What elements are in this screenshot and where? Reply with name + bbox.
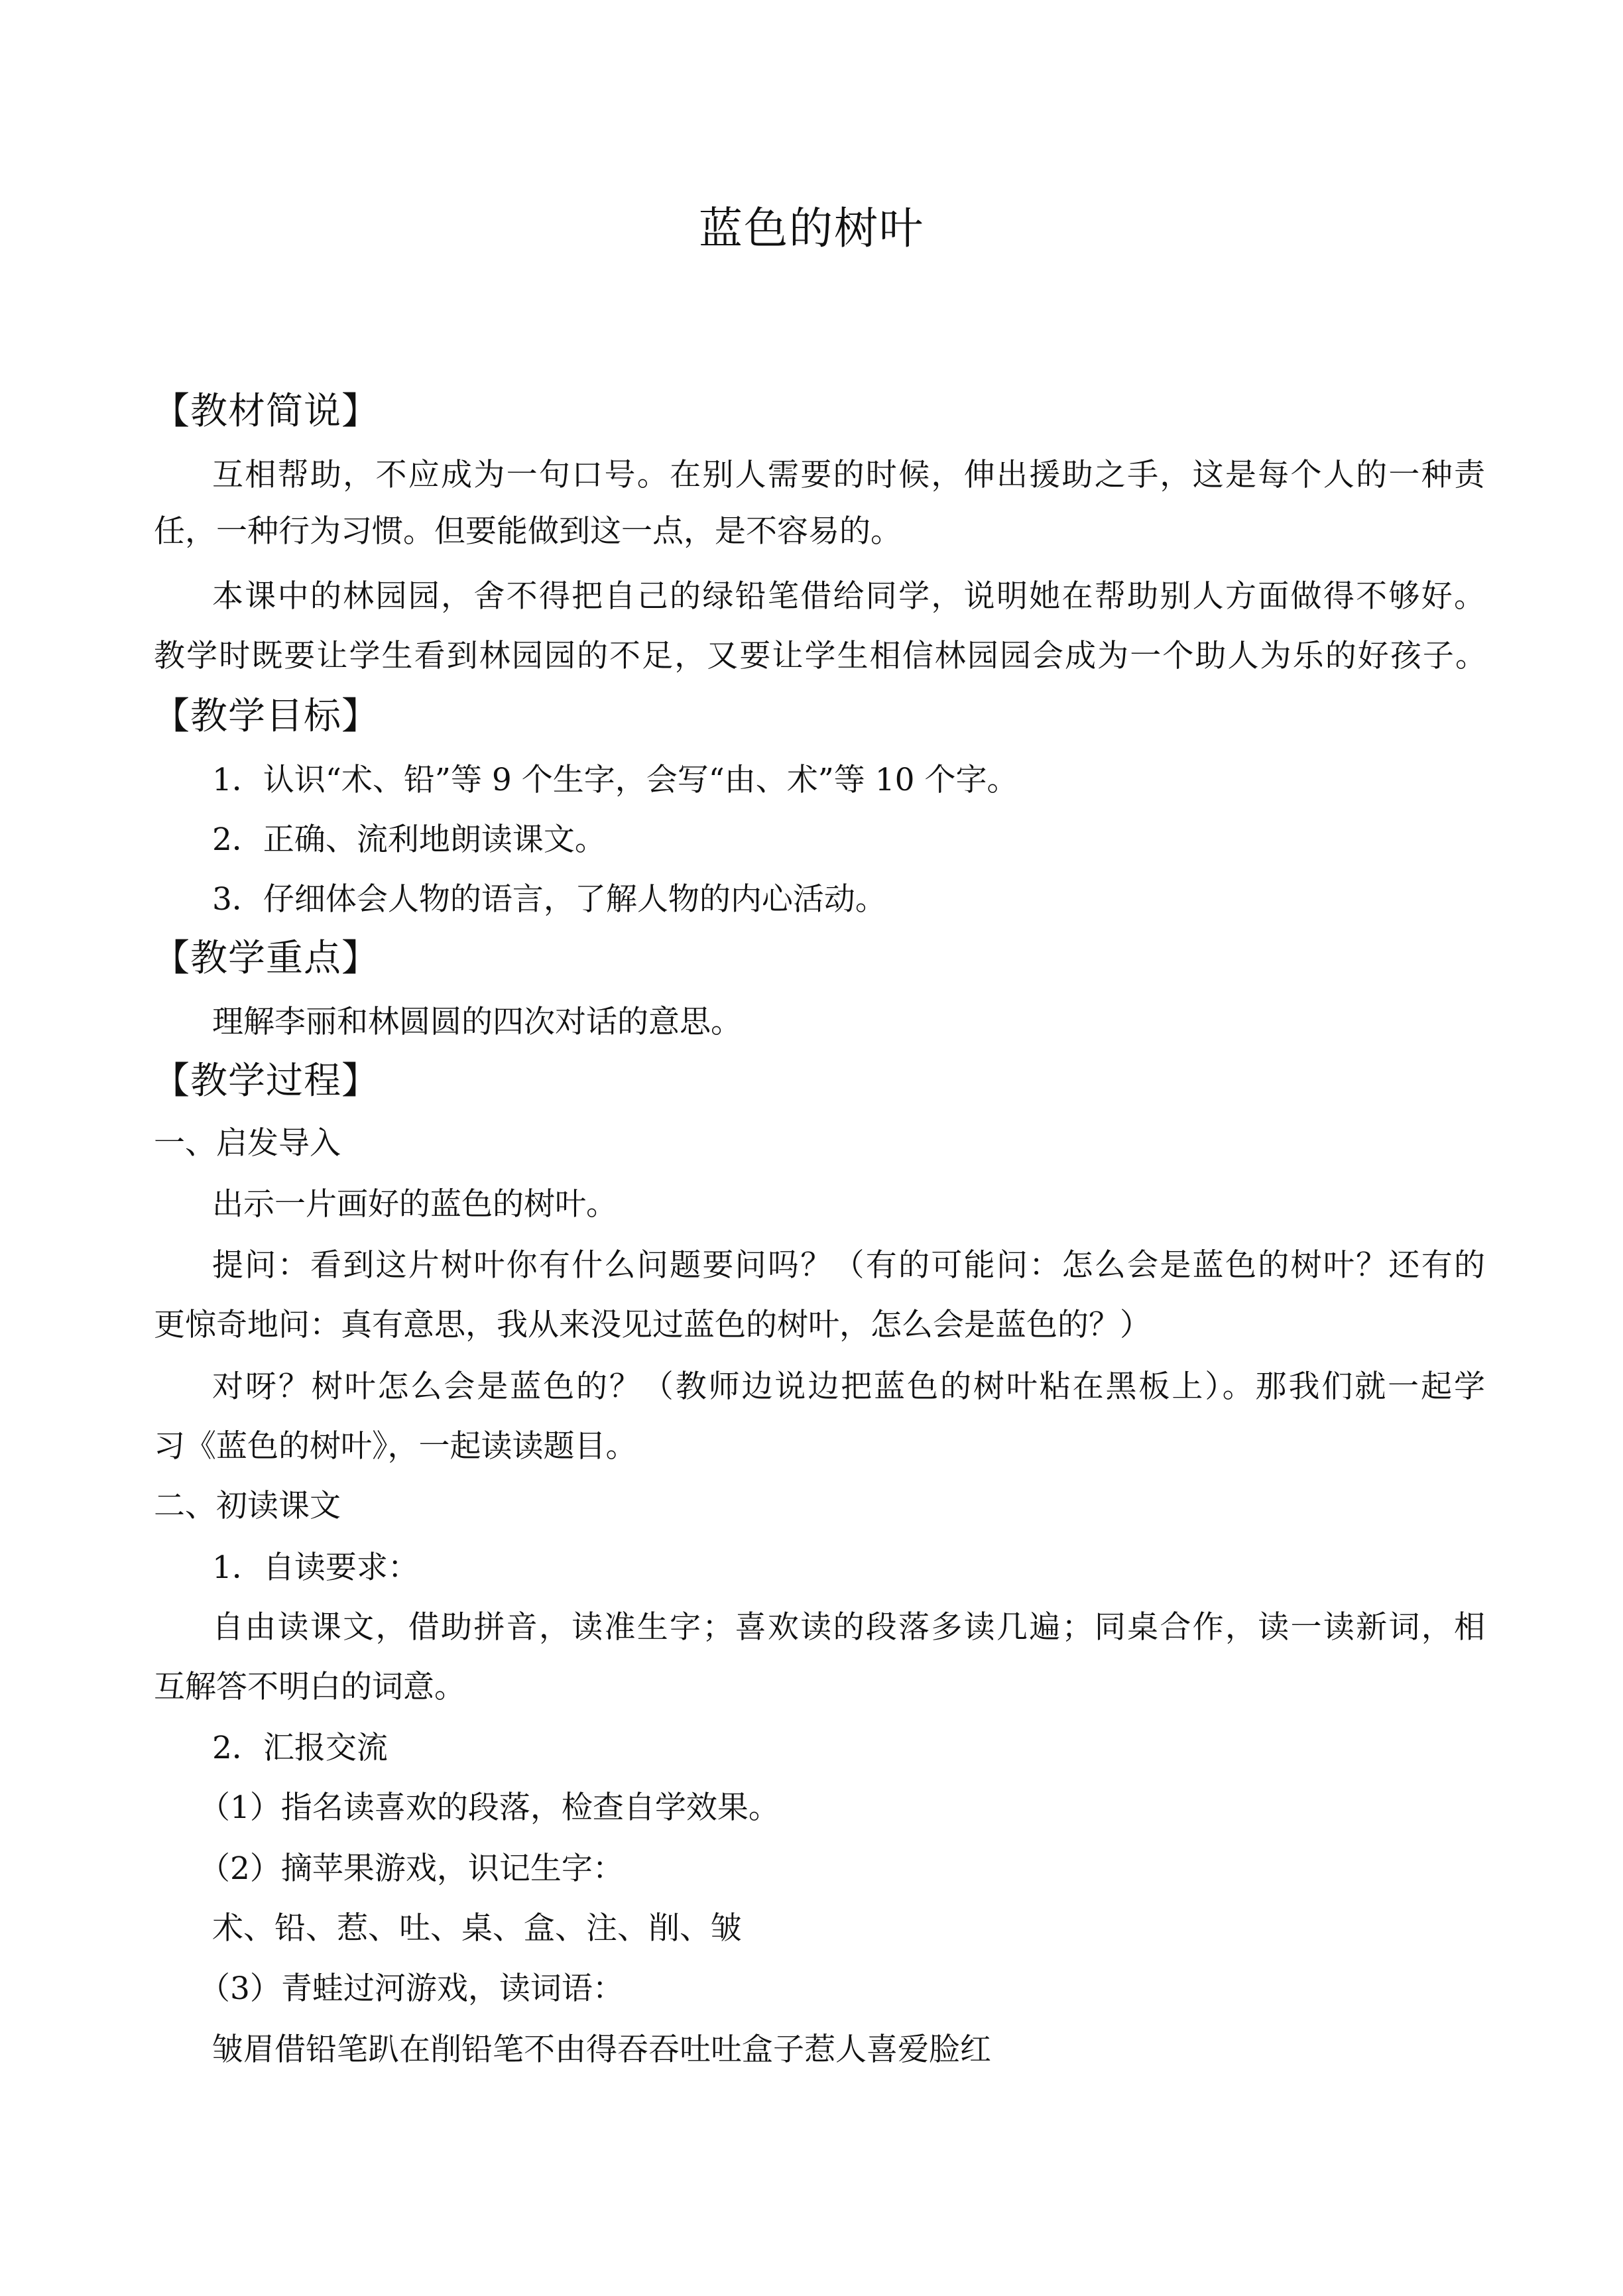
paragraph-line: 习《蓝色的树叶》，一起读读题目。 — [154, 1428, 637, 1465]
process-sub-item: （2）摘苹果游戏，识记生字： — [199, 1850, 624, 1887]
section-heading-focus: 【教学重点】 — [152, 937, 379, 980]
document-title: 蓝色的树叶 — [699, 203, 924, 254]
section-heading-goals: 【教学目标】 — [152, 695, 379, 738]
paragraph-line: 自由读课文，借助拼音，读准生字；喜欢读的段落多读几遍；同桌合作，读一读新词，相 — [212, 1609, 1485, 1646]
process-sub-item: （3）青蛙过河游戏，读词语： — [199, 1970, 624, 2007]
paragraph-line: 本课中的林园园，舍不得把自己的绿铅笔借给同学，说明她在帮助别人方面做得不够好。 — [212, 578, 1485, 615]
paragraph-line: 提问：看到这片树叶你有什么问题要问吗？（有的可能问：怎么会是蓝色的树叶？还有的 — [212, 1247, 1485, 1284]
paragraph-line: 互解答不明白的词意。 — [154, 1669, 465, 1705]
goal-item: 2．正确、流利地朗读课文。 — [212, 821, 606, 858]
word-list: 皱眉借铅笔趴在削铅笔不由得吞吞吐吐盒子惹人喜爱脸红 — [212, 2031, 991, 2068]
paragraph-line: 教学时既要让学生看到林园园的不足，又要让学生相信林园园会成为一个助人为乐的好孩子。 — [154, 638, 1486, 674]
paragraph-line: 任，一种行为习惯。但要能做到这一点，是不容易的。 — [154, 513, 902, 550]
section-heading-process: 【教学过程】 — [152, 1059, 379, 1103]
focus-text: 理解李丽和林圆圆的四次对话的意思。 — [212, 1004, 742, 1040]
paragraph-line: 更惊奇地问：真有意思，我从来没见过蓝色的树叶，怎么会是蓝色的？） — [154, 1307, 1151, 1343]
goal-item: 3．仔细体会人物的语言，了解人物的内心活动。 — [212, 881, 886, 918]
character-list: 术、铅、惹、吐、桌、盒、注、削、皱 — [212, 1910, 742, 1947]
paragraph-line: 对呀？树叶怎么会是蓝色的？（教师边说边把蓝色的树叶粘在黑板上）。那我们就一起学 — [212, 1368, 1485, 1405]
process-part-title: 二、初读课文 — [154, 1488, 341, 1524]
section-heading-material: 【教材简说】 — [152, 390, 379, 433]
paragraph-line: 出示一片画好的蓝色的树叶。 — [212, 1186, 617, 1223]
process-sub-item: （1）指名读喜欢的段落，检查自学效果。 — [199, 1789, 780, 1826]
paragraph-line: 互相帮助，不应成为一句口号。在别人需要的时候，伸出援助之手，这是每个人的一种责 — [212, 457, 1485, 493]
process-part-title: 一、启发导入 — [154, 1125, 341, 1162]
goal-item: 1．认识“术、铅”等 9 个生字，会写“由、术”等 10 个字。 — [212, 762, 1018, 798]
process-step: 2．汇报交流 — [212, 1730, 388, 1766]
process-step: 1．自读要求： — [212, 1549, 419, 1586]
